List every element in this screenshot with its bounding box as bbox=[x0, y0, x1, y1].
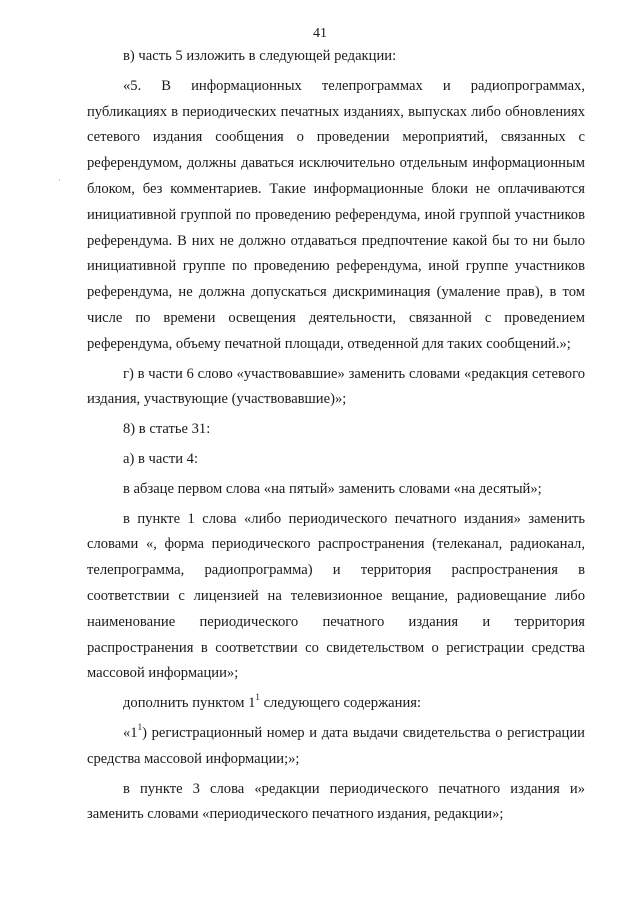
paragraph-point-1: в пункте 1 слова «либо периодического печатного издания» заменить словами «, форма периодического распространения (телеканал, радиоканал, телепрограмма, радиопрограмма) и территория распространения в соответствии с лицензией на телевизионное вещание, радиовещание либо наименование периодического печатного издания и территория распространения в соответствии со свидетельством о регистрации средства массовой информации»; bbox=[87, 510, 585, 682]
add-point-superscript: 1 bbox=[255, 692, 260, 703]
new-point-superscript: 1 bbox=[137, 722, 143, 733]
paragraph-part-5-text: «5. В информационных телепрограммах и радиопрограммах, публикациях в периодических печатных изданиях, выпусках либо обновлениях сетевого издания сообщения о проведении мероприятий, связанных с референдумом, должны даваться исключительно отдельным информационным блоком, без комментариев. Такие информационные блоки не оплачиваются инициативной группой по проведению референдума, иной группой участников референдума. В них не должно отдаваться предпочтение какой бы то ни было инициативной группе по проведению референдума, иной группе участников референдума, не должна допускаться дискриминация (умаление прав), в том числе по времени освещения деятельности, связанной с проведением референдума, объему печатной площади, отведенной для таких сообщений.»; bbox=[87, 77, 585, 352]
new-point-body: ) регистрационный номер и дата выдачи свидетельства о регистрации средства массовой информации;»; bbox=[87, 724, 585, 767]
paragraph-add-point bbox=[87, 691, 585, 717]
paragraph-part-6: г) в части 6 слово «участвовавшие» заменить словами «редакция сетевого издания, участвующие (участвовавшие)»; bbox=[87, 365, 585, 408]
page-number: 41 bbox=[313, 26, 327, 41]
new-point-open: «1 bbox=[123, 724, 138, 741]
paragraph-point-3: в пункте 3 слова «редакции периодического печатного издания и» заменить словами «периодического печатного издания, редакции»; bbox=[87, 780, 585, 823]
paragraph-new-point-text bbox=[87, 721, 585, 773]
add-point-text-end: следующего содержания: bbox=[259, 695, 422, 712]
paragraph-first-abzac: в абзаце первом слова «на пятый» заменить словами «на десятый»; bbox=[123, 480, 542, 497]
margin-mark: · bbox=[58, 176, 61, 185]
paragraph-part-4: а) в части 4: bbox=[123, 450, 199, 467]
add-point-text: дополнить пунктом 1 bbox=[123, 695, 256, 712]
paragraph-part-5-intro: в) часть 5 изложить в следующей редакции: bbox=[123, 48, 397, 64]
document-body bbox=[87, 44, 585, 828]
paragraph-article-31: 8) в статье 31: bbox=[123, 421, 211, 438]
